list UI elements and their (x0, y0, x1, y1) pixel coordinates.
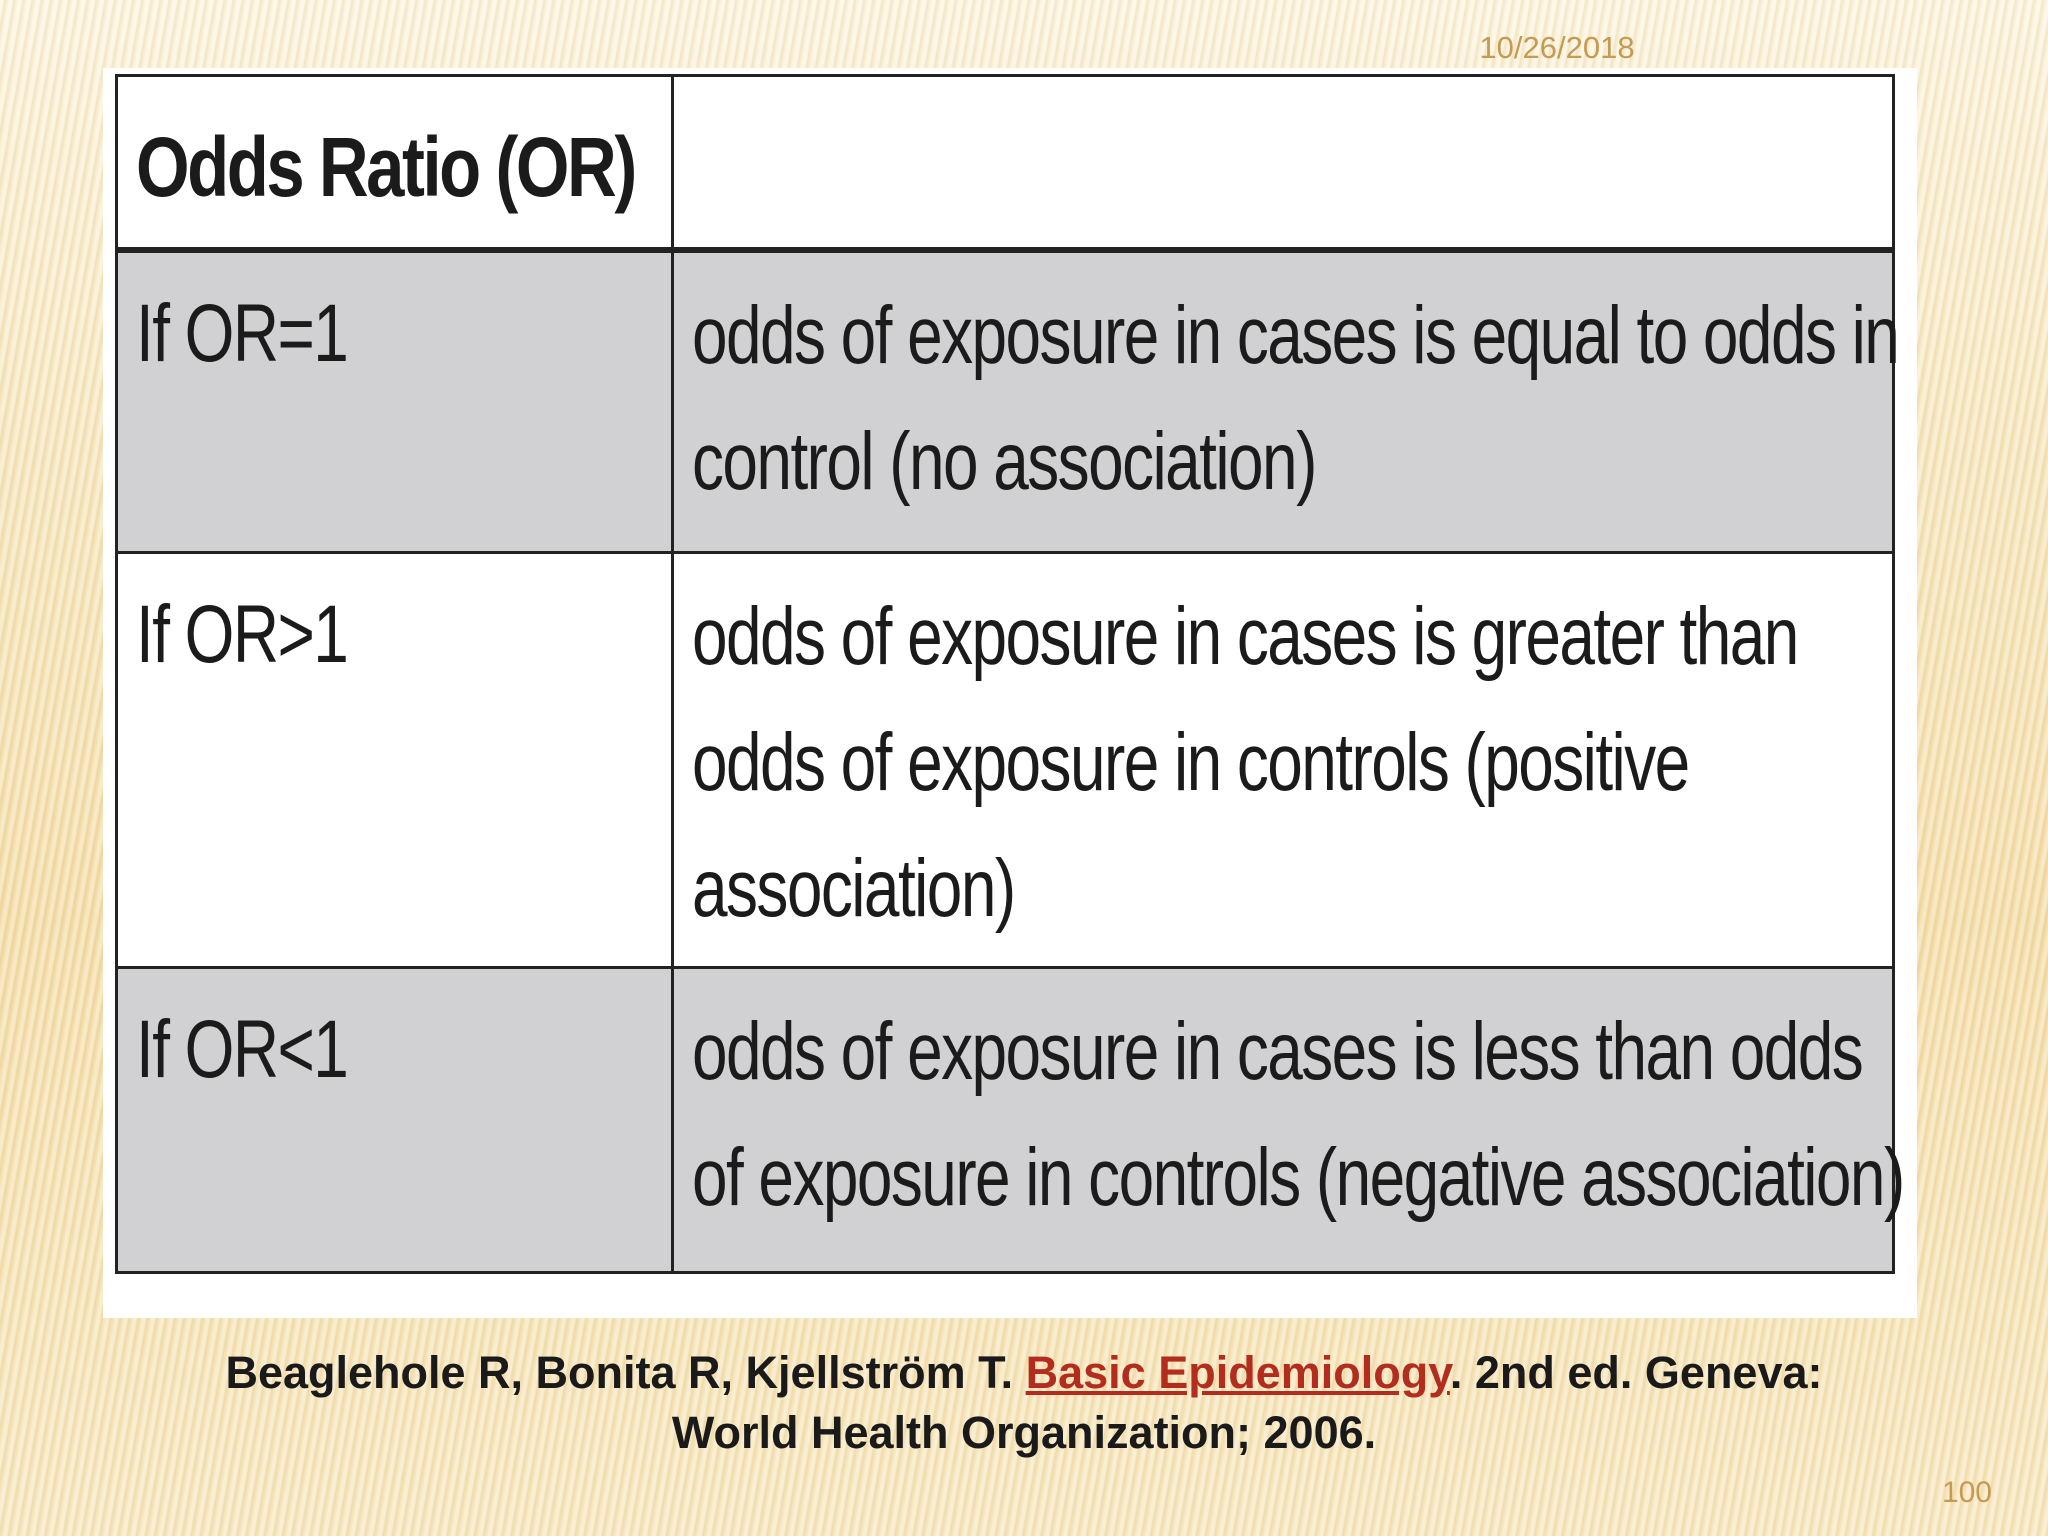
condition-cell (117, 968, 673, 1273)
citation-publisher: World Health Organization; 2006. (671, 1407, 1377, 1458)
table-header-empty-cell (673, 76, 1894, 251)
table-row (117, 968, 1894, 1273)
description-text: odds of exposure in cases is greater than odds of exposure in controls (positive association) (692, 591, 1798, 934)
slide-number: 100 (1941, 1476, 1992, 1509)
condition-text: If OR>1 (136, 589, 348, 680)
citation (120, 1343, 1928, 1463)
condition-cell (117, 250, 673, 553)
condition-cell (117, 553, 673, 968)
odds-ratio-table (115, 74, 1904, 1274)
condition-text: If OR=1 (136, 288, 348, 379)
citation-authors: Beaglehole R, Bonita R, Kjellström T. (225, 1347, 1026, 1398)
odds-ratio-table-image (103, 68, 1917, 1318)
description-cell (673, 968, 1904, 1273)
table-header-cell (117, 76, 673, 251)
condition-text: If OR<1 (136, 1004, 348, 1095)
slide-date: 10/26/2018 (1479, 30, 1635, 65)
citation-edition: . 2nd ed. Geneva: (1449, 1347, 1823, 1398)
table-title: Odds Ratio (OR) (136, 120, 635, 214)
description-cell (673, 250, 1899, 553)
citation-book-link[interactable]: Basic Epidemiology (1025, 1347, 1450, 1398)
table-row (117, 250, 1894, 553)
description-text: odds of exposure in cases is less than odds of exposure in controls (negative association) (692, 1006, 1904, 1223)
table-header-row (117, 76, 1894, 251)
description-cell (673, 553, 1894, 968)
description-text: odds of exposure in cases is equal to odds in control (no association) (692, 290, 1899, 507)
table-row (117, 553, 1894, 968)
